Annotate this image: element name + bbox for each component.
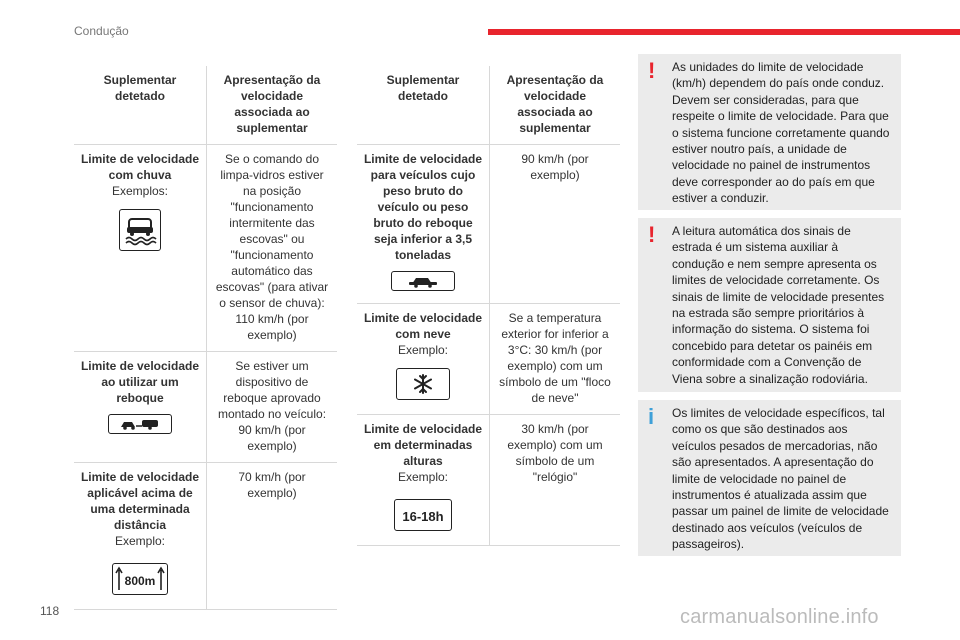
column-header-detected: Suplementar detetado — [74, 66, 207, 145]
page-number: 118 — [40, 604, 60, 618]
table-row — [357, 415, 620, 546]
exclamation-icon: ! — [648, 58, 656, 83]
row-description: Se o comando do limpa-vidros estiver na posição "funcionamento intermitente das escovas" ou "funcionamento automático das escovas" (para ativar o sensor de chuva): 110 km/h (por exemplo) — [207, 145, 338, 352]
distance-sign-text: 800m — [124, 574, 156, 588]
note-text: Os limites de velocidade específicos, tal como os que são destinados aos veículos pesados de mercadorias, não são apresentados. A apresentação do limite de velocidade no painel de instrumentos é atualizada assim que passar um painel de limite de velocidade destinado aos veículos (veículos de passageiros). — [672, 406, 889, 552]
row-example-label: Exemplos: — [111, 184, 169, 198]
row-description: Se a temperatura exterior for inferior a 3°C: 30 km/h (por exemplo) com um símbolo de um "floco de neve" — [490, 304, 621, 415]
table-row — [357, 304, 620, 415]
row-label: Limite de velocidade ao utilizar um reboque — [80, 359, 200, 405]
supplementary-table-2 — [357, 66, 620, 546]
distance-sign-icon — [112, 563, 168, 595]
row-description: 90 km/h (por exemplo) — [490, 145, 621, 304]
table-row — [74, 145, 337, 352]
row-label: Limite de velocidade com neve — [363, 311, 483, 341]
note-text: A leitura automática dos sinais de estrada é um sistema auxiliar à condução e nem sempre apresenta os limites de velocidade corretamente. Os sinais de limite de velocidade presentes na estrada são sempre prioritários à informação do sistema. O sistema foi concebido para detetar os painéis em conformidade com a Convenção de Viena sobre a sinalização rodoviária. — [672, 224, 885, 386]
car-sign-icon — [391, 271, 455, 291]
rain-car-sign-icon — [119, 209, 161, 251]
supplementary-table-1 — [74, 66, 337, 610]
header-accent-bar — [488, 29, 960, 35]
note-text: As unidades do limite de velocidade (km/h) dependem do país onde conduz. Devem ser consideradas, para que respeite o limite de velocidade. Para que o sistema funcione corretamente quando estiver noutro país, a unidade de velocidade no painel de instrumentos deve corresponder ao do país em que estiver a conduzir. — [672, 60, 890, 206]
time-sign-text: 16-18h — [402, 509, 444, 524]
watermark: carmanualsonline.info — [680, 606, 879, 628]
row-example-label: Exemplo: — [114, 534, 166, 548]
info-icon: i — [648, 404, 655, 429]
row-label: Limite de velocidade com chuva — [80, 152, 200, 182]
time-sign-icon — [394, 499, 452, 531]
column-header-detected: Suplementar detetado — [357, 66, 490, 145]
row-label: Limite de velocidade em determinadas alturas — [363, 422, 483, 468]
column-header-display: Apresentação da velocidade associada ao suplementar — [207, 66, 338, 145]
info-note-specific-limits — [638, 400, 901, 556]
exclamation-icon: ! — [648, 222, 656, 247]
warning-note-sign-reading — [638, 218, 901, 392]
table-row — [357, 145, 620, 304]
table-row — [74, 463, 337, 610]
column-header-display: Apresentação da velocidade associada ao suplementar — [490, 66, 621, 145]
row-description: 30 km/h (por exemplo) com um símbolo de um "relógio" — [490, 415, 621, 546]
warning-note-units — [638, 54, 901, 210]
row-label: Limite de velocidade aplicável acima de uma determinada distância — [80, 470, 200, 532]
row-example-label: Exemplo: — [397, 343, 449, 357]
snowflake-sign-icon — [396, 368, 450, 400]
table-row — [74, 352, 337, 463]
row-description: 70 km/h (por exemplo) — [207, 463, 338, 610]
row-description: Se estiver um dispositivo de reboque aprovado montado no veículo: 90 km/h (por exemplo) — [207, 352, 338, 463]
row-example-label: Exemplo: — [397, 470, 449, 484]
section-title: Condução — [74, 24, 129, 38]
car-trailer-sign-icon — [108, 414, 172, 434]
row-label: Limite de velocidade para veículos cujo peso bruto do veículo ou peso bruto do reboque seja inferior a 3,5 toneladas — [363, 152, 483, 262]
